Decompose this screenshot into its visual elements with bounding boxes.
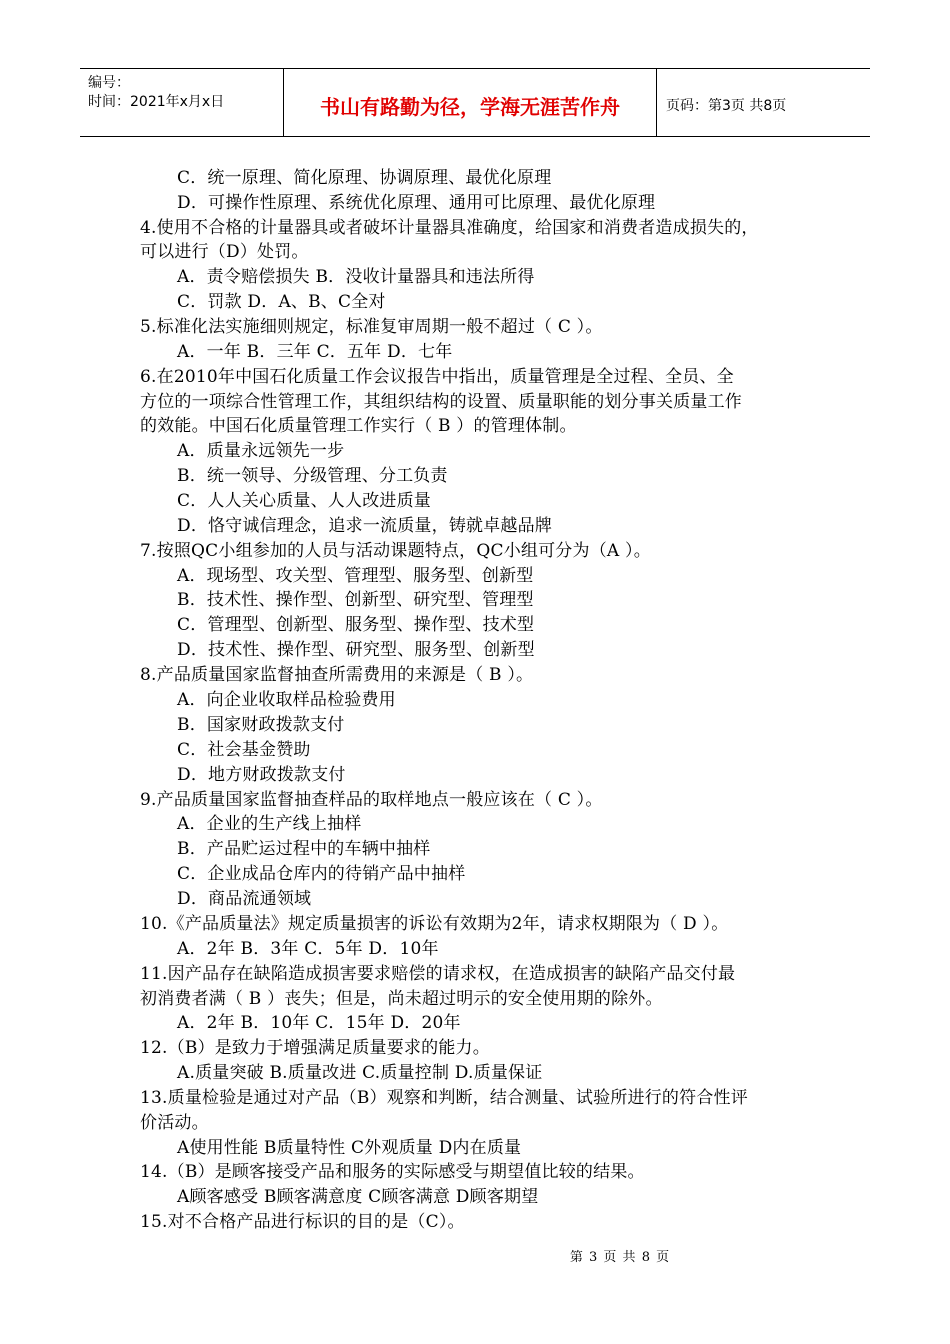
answer-option-line: A．向企业收取样品检验费用 — [177, 690, 396, 710]
answer-option-line: B．国家财政拨款支付 — [177, 715, 345, 735]
question-text-line: 14.（B）是顾客接受产品和服务的实际感受与期望值比较的结果。 — [140, 1162, 645, 1182]
answer-option-line: C．企业成品仓库内的待销产品中抽样 — [177, 864, 466, 884]
page-code-label: 页码：第3页 共8页 — [666, 98, 787, 114]
answer-option-line: A顾客感受 B顾客满意度 C顾客满意 D顾客期望 — [177, 1187, 539, 1207]
answer-option-line: D．商品流通领域 — [177, 889, 312, 909]
header-motto-cell — [283, 69, 657, 136]
question-text-line: 6.在2010年中国石化质量工作会议报告中指出，质量管理是全过程、全员、全 — [140, 367, 734, 387]
answer-option-line: C．人人关心质量、人人改进质量 — [177, 491, 432, 511]
question-text-line: 9.产品质量国家监督抽查样品的取样地点一般应该在（ C ）。 — [140, 790, 603, 810]
answer-option-line: C．统一原理、简化原理、协调原理、最优化原理 — [177, 168, 552, 188]
answer-option-line: A．质量永远领先一步 — [177, 441, 345, 461]
page-footer: 第 3 页 共 8 页 — [569, 1250, 671, 1265]
answer-option-line: A使用性能 B质量特性 C外观质量 D内在质量 — [177, 1138, 522, 1158]
question-text-line: 10.《产品质量法》规定质量损害的诉讼有效期为2年，请求权期限为（ D ）。 — [140, 914, 729, 934]
question-text-line: 方位的一项综合性管理工作，其组织结构的设置、质量职能的划分事关质量工作 — [140, 392, 742, 412]
answer-option-line: C．罚款 D．A、B、C全对 — [177, 292, 386, 312]
answer-option-line: B．产品贮运过程中的车辆中抽样 — [177, 839, 431, 859]
question-text-line: 可以进行（D）处罚。 — [140, 242, 309, 262]
answer-option-line: D．地方财政拨款支付 — [177, 765, 346, 785]
question-text-line: 15.对不合格产品进行标识的目的是（C）。 — [140, 1212, 465, 1232]
question-text-line: 的效能。中国石化质量管理工作实行（ B ）的管理体制。 — [140, 416, 577, 436]
answer-option-line: B．统一领导、分级管理、分工负责 — [177, 466, 448, 486]
question-text-line: 5.标准化法实施细则规定，标准复审周期一般不超过（ C ）。 — [140, 317, 603, 337]
answer-option-line: A．企业的生产线上抽样 — [177, 814, 362, 834]
answer-option-line: A．2年 B．3年 C．5年 D．10年 — [177, 939, 439, 959]
answer-option-line: A．一年 B．三年 C．五年 D．七年 — [177, 342, 453, 362]
motto-text: 书山有路勤为径，学海无涯苦作舟 — [320, 95, 620, 119]
page-header — [80, 68, 870, 137]
document-time-label: 时间：2021年x月x日 — [88, 94, 225, 110]
answer-option-line: D．可操作性原理、系统优化原理、通用可比原理、最优化原理 — [177, 193, 656, 213]
header-page-cell — [656, 69, 870, 136]
answer-option-line: A.质量突破 B.质量改进 C.质量控制 D.质量保证 — [177, 1063, 543, 1083]
question-text-line: 价活动。 — [140, 1113, 209, 1133]
document-number-label: 编号： — [88, 75, 130, 91]
answer-option-line: A．责令赔偿损失 B．没收计量器具和违法所得 — [177, 267, 535, 287]
answer-option-line: B．技术性、操作型、创新型、研究型、管理型 — [177, 590, 534, 610]
answer-option-line: A．现场型、攻关型、管理型、服务型、创新型 — [177, 566, 534, 586]
question-text-line: 4.使用不合格的计量器具或者破坏计量器具准确度，给国家和消费者造成损失的， — [140, 218, 759, 238]
answer-option-line: C．社会基金赞助 — [177, 740, 311, 760]
question-text-line: 13.质量检验是通过对产品（B）观察和判断，结合测量、试验所进行的符合性评 — [140, 1088, 748, 1108]
question-text-line: 初消费者满（ B ）丧失；但是，尚未超过明示的安全使用期的除外。 — [140, 989, 663, 1009]
answer-option-line: D．技术性、操作型、研究型、服务型、创新型 — [177, 640, 535, 660]
answer-option-line: D．恪守诚信理念，追求一流质量，铸就卓越品牌 — [177, 516, 553, 536]
answer-option-line: A．2年 B．10年 C．15年 D．20年 — [177, 1013, 461, 1033]
question-text-line: 8.产品质量国家监督抽查所需费用的来源是（ B ）。 — [140, 665, 534, 685]
question-text-line: 12.（B）是致力于增强满足质量要求的能力。 — [140, 1038, 490, 1058]
header-info-cell — [80, 69, 283, 136]
answer-option-line: C．管理型、创新型、服务型、操作型、技术型 — [177, 615, 535, 635]
question-text-line: 11.因产品存在缺陷造成损害要求赔偿的请求权，在造成损害的缺陷产品交付最 — [140, 964, 736, 984]
question-text-line: 7.按照QC小组参加的人员与活动课题特点，QC小组可分为（A ）。 — [140, 541, 651, 561]
